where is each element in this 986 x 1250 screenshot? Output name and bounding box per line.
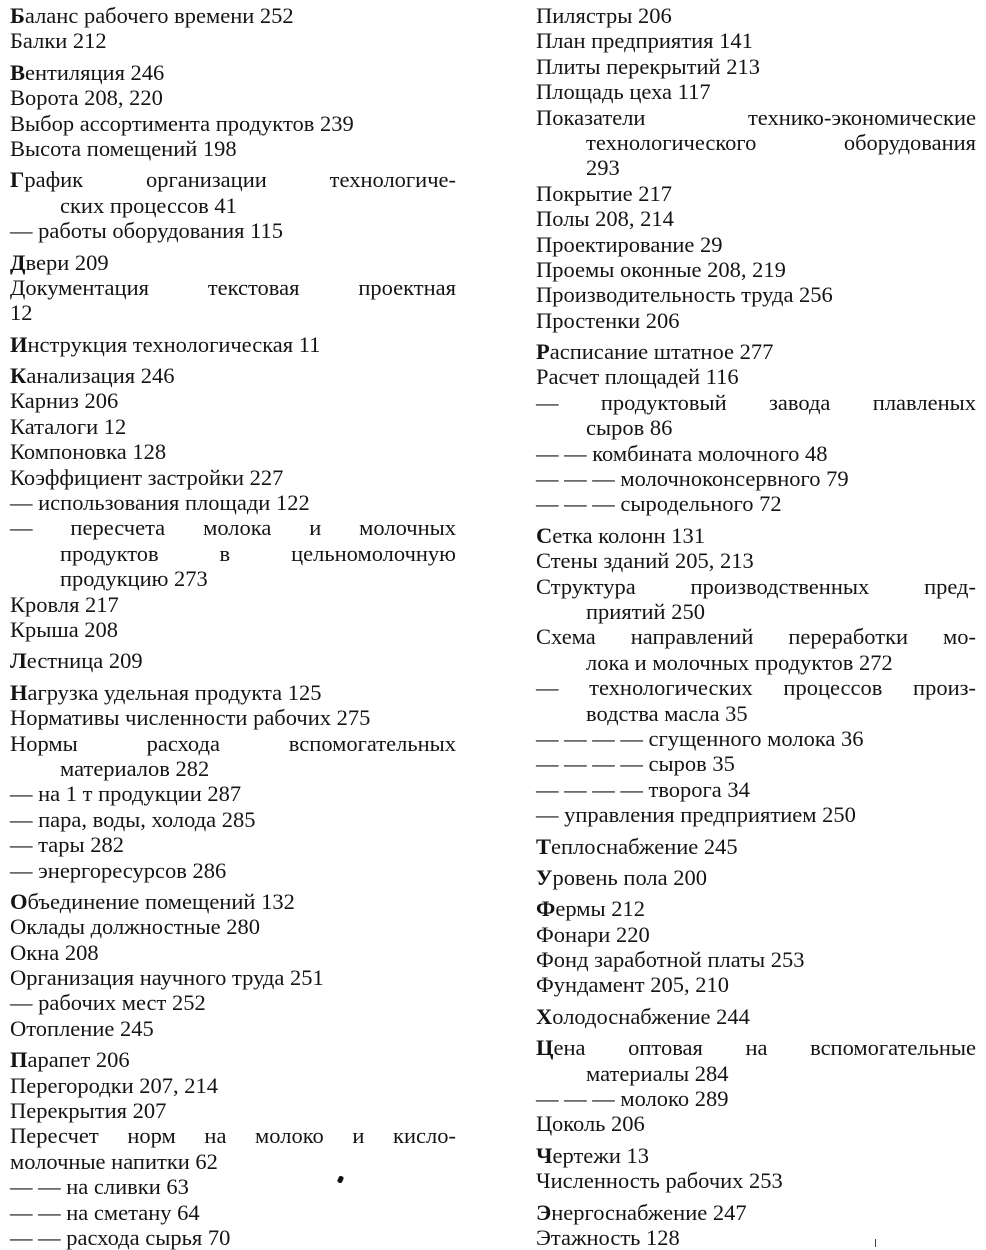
index-entry-line: — пара, воды, холода 285: [10, 806, 256, 832]
index-entry-line: Схема направлений переработки мо-: [536, 624, 976, 650]
index-entry-continuation: материалы 284: [586, 1060, 729, 1086]
index-entry: [536, 751, 976, 776]
letter-initial: И: [10, 331, 28, 357]
index-entry: [10, 28, 456, 53]
index-entry: [10, 617, 456, 642]
index-entry: [10, 731, 456, 782]
index-entry-line: Кровля 217: [10, 591, 119, 617]
index-entry: [536, 624, 976, 675]
index-entry: [10, 914, 456, 939]
index-entry: [536, 896, 976, 921]
index-entry: [10, 388, 456, 413]
index-entry: [536, 3, 976, 28]
index-entry: [536, 441, 976, 466]
index-entry: [536, 466, 976, 491]
index-entry-line: — — на сливки 63: [10, 1174, 189, 1200]
index-entry: [536, 1225, 976, 1250]
index-entry-line: Показатели технико-экономические: [536, 104, 976, 130]
index-entry-line: Двери 209: [10, 249, 109, 275]
index-entry: [536, 834, 976, 859]
index-entry-line: Теплоснабжение 245: [536, 833, 738, 859]
index-entry-line: Производительность труда 256: [536, 282, 833, 308]
index-entry: [10, 218, 456, 243]
index-entry-line: — продуктовый завода плавленых: [536, 389, 976, 415]
letter-initial: О: [10, 888, 28, 914]
index-entry-line: Структура производственных пред-: [536, 573, 976, 599]
index-entry-line: — — — — сыров 35: [536, 751, 735, 777]
index-entry: [10, 414, 456, 439]
index-entry-line: Оклады должностные 280: [10, 914, 260, 940]
index-entry-line: — управления предприятием 250: [536, 802, 856, 828]
index-entry: [10, 465, 456, 490]
index-entry-line: Энергоснабжение 247: [536, 1199, 747, 1225]
letter-initial: Д: [10, 249, 26, 275]
letter-initial: Т: [536, 833, 552, 859]
index-entry: [10, 807, 456, 832]
index-entry-line: Коэффициент застройки 227: [10, 464, 284, 490]
index-entry: [10, 889, 456, 914]
print-tick: [875, 1239, 876, 1247]
letter-initial: Л: [10, 648, 27, 674]
index-entry-line: Отопление 245: [10, 1015, 154, 1041]
index-entry-line: Выбор ассортимента продуктов 239: [10, 110, 354, 136]
index-entry-line: Цена оптовая на вспомогательные: [536, 1035, 976, 1061]
index-entry: [536, 802, 976, 827]
index-entry: [536, 1035, 976, 1086]
letter-initial: Г: [10, 167, 25, 193]
index-entry: [536, 79, 976, 104]
letter-initial: Б: [10, 3, 25, 28]
index-entry-line: Уровень пола 200: [536, 864, 708, 890]
index-entry-line: Перекрытия 207: [10, 1098, 167, 1124]
index-entry-line: Фонари 220: [536, 921, 650, 947]
index-entry-line: Высота помещений 198: [10, 135, 237, 161]
index-entry-line: Организация научного труда 251: [10, 965, 324, 991]
index-entry: [10, 363, 456, 388]
index-entry: [10, 250, 456, 275]
index-entry: [536, 523, 976, 548]
index-entry: [536, 865, 976, 890]
index-entry: [10, 705, 456, 730]
index-entry: [10, 1047, 456, 1072]
letter-initial: Р: [536, 339, 550, 365]
index-entry: [10, 1016, 456, 1041]
index-entry-line: План предприятия 141: [536, 28, 753, 54]
index-column-right: [536, 3, 976, 1250]
letter-initial: Ф: [536, 896, 556, 922]
index-entry-line: — — комбината молочного 48: [536, 440, 828, 466]
index-entry: [10, 1073, 456, 1098]
index-entry: [10, 332, 456, 357]
index-entry-line: Инструкция технологическая 11: [10, 331, 321, 357]
index-entry: [536, 574, 976, 625]
index-entry-line: Цоколь 206: [536, 1111, 645, 1137]
letter-initial: Э: [536, 1199, 552, 1225]
index-entry-line: — — расхода сырья 70: [10, 1224, 231, 1250]
letter-initial: У: [536, 864, 553, 890]
index-entry-line: Окна 208: [10, 939, 99, 965]
index-entry: [536, 364, 976, 389]
letter-initial: Ч: [536, 1142, 553, 1168]
index-entry: [10, 136, 456, 161]
index-entry-line: Нагрузка удельная продукта 125: [10, 679, 322, 705]
index-entry: [536, 206, 976, 231]
index-entry-line: Объединение помещений 132: [10, 888, 295, 914]
index-entry: [10, 781, 456, 806]
index-entry: [536, 282, 976, 307]
index-entry: [10, 940, 456, 965]
index-entry-continuation: материалов 282: [60, 755, 210, 781]
index-entry-line: Численность рабочих 253: [536, 1168, 783, 1194]
index-entry: [536, 181, 976, 206]
index-entry: [10, 680, 456, 705]
index-entry-line: — работы оборудования 115: [10, 218, 284, 244]
index-entry-line: Полы 208, 214: [536, 206, 674, 232]
index-entry-line: — — на сметану 64: [10, 1199, 200, 1225]
index-entry: [536, 232, 976, 257]
index-column-left: [10, 3, 456, 1250]
index-entry: [536, 1168, 976, 1193]
letter-initial: Н: [10, 679, 28, 705]
index-entry-continuation: продукцию 273: [60, 566, 208, 592]
index-entry-line: Пилястры 206: [536, 3, 672, 28]
letter-initial: Ц: [536, 1035, 554, 1061]
index-entry: [10, 965, 456, 990]
index-entry-line: — — — сыродельного 72: [536, 491, 782, 517]
index-entry: [536, 1200, 976, 1225]
index-entry: [536, 491, 976, 516]
index-entry-line: Расчет площадей 116: [536, 364, 739, 390]
index-entry: [10, 1200, 456, 1225]
index-entry-line: Вентиляция 246: [10, 59, 165, 85]
index-entry: [536, 777, 976, 802]
index-entry: [10, 1174, 456, 1199]
index-entry: [536, 548, 976, 573]
index-entry-continuation: 293: [586, 155, 620, 181]
letter-initial: П: [10, 1047, 28, 1073]
index-entry: [536, 28, 976, 53]
index-entry: [10, 648, 456, 673]
index-entry-line: — рабочих мест 252: [10, 990, 206, 1016]
index-entry-line: Фундамент 205, 210: [536, 972, 729, 998]
index-entry: [536, 972, 976, 997]
index-entry-line: — — — молоко 289: [536, 1086, 729, 1112]
index-entry: [536, 726, 976, 751]
index-entry-continuation: сыров 86: [586, 415, 673, 441]
index-entry: [536, 390, 976, 441]
index-entry: [536, 947, 976, 972]
index-entry-line: Фонд заработной платы 253: [536, 947, 805, 973]
index-entry: [536, 1086, 976, 1111]
index-entry: [536, 1111, 976, 1136]
letter-initial: С: [536, 522, 553, 548]
index-entry: [10, 167, 456, 218]
index-entry-line: Каталоги 12: [10, 413, 127, 439]
index-entry: [10, 858, 456, 883]
index-entry: [536, 339, 976, 364]
index-entry-line: Этажность 128: [536, 1224, 680, 1250]
index-entry-line: Стены зданий 205, 213: [536, 548, 754, 574]
index-entry: [536, 308, 976, 333]
index-entry: [10, 111, 456, 136]
index-entry-line: Проектирование 29: [536, 231, 723, 257]
letter-initial: К: [10, 363, 27, 389]
index-entry: [10, 1098, 456, 1123]
index-entry: [536, 922, 976, 947]
index-entry: [10, 85, 456, 110]
index-entry-line: — — — молочноконсервного 79: [536, 466, 849, 492]
index-entry-line: — энергоресурсов 286: [10, 857, 227, 883]
index-entry-continuation: водства масла 35: [586, 700, 748, 726]
index-entry-line: Сетка колонн 131: [536, 522, 705, 548]
index-entry-line: Баланс рабочего времени 252: [10, 3, 294, 28]
index-entry-line: Парапет 206: [10, 1047, 130, 1073]
index-entry-continuation: технологического оборудования: [586, 129, 976, 155]
index-entry-continuation: молочные напитки 62: [10, 1148, 218, 1174]
index-entry-line: — тары 282: [10, 832, 124, 858]
index-entry-continuation: ских процессов 41: [60, 192, 237, 218]
index-entry-line: — пересчета молока и молочных: [10, 515, 456, 541]
index-entry-continuation: 12: [10, 300, 33, 326]
index-entry: [536, 675, 976, 726]
index-entry: [10, 990, 456, 1015]
index-entry: [536, 105, 976, 181]
index-entry: [10, 439, 456, 464]
index-entry-line: Фермы 212: [536, 896, 645, 922]
index-entry: [10, 3, 456, 28]
index-entry-line: Чертежи 13: [536, 1142, 649, 1168]
index-entry-line: — технологических процессов произ-: [536, 675, 976, 701]
letter-initial: Х: [536, 1003, 553, 1029]
index-entry-line: Карниз 206: [10, 388, 119, 414]
index-entry-continuation: лока и молочных продуктов 272: [586, 649, 893, 675]
index-entry-line: — на 1 т продукции 287: [10, 781, 242, 807]
index-entry: [10, 832, 456, 857]
index-entry-line: Ворота 208, 220: [10, 85, 163, 111]
index-entry: [10, 1123, 456, 1174]
index-entry-line: Крыша 208: [10, 616, 119, 642]
index-entry-line: Проемы оконные 208, 219: [536, 256, 786, 282]
index-entry-line: Балки 212: [10, 28, 107, 54]
index-entry-line: Расписание штатное 277: [536, 339, 774, 365]
index-entry-line: Компоновка 128: [10, 439, 167, 465]
index-entry-line: Нормативы численности рабочих 275: [10, 705, 371, 731]
index-entry: [536, 54, 976, 79]
index-entry: [536, 257, 976, 282]
index-entry-line: Холодоснабжение 244: [536, 1003, 750, 1029]
index-entry-line: — использования площади 122: [10, 490, 310, 516]
index-entry-line: Канализация 246: [10, 363, 175, 389]
index-entry-line: — — — — творога 34: [536, 776, 750, 802]
index-entry: [10, 592, 456, 617]
index-entry: [10, 60, 456, 85]
index-entry-line: Площадь цеха 117: [536, 79, 711, 105]
index-entry-line: Пересчет норм на молоко и кисло-: [10, 1123, 456, 1149]
index-entry: [10, 515, 456, 591]
index-entry-continuation: продуктов в цельномолочную: [60, 540, 456, 566]
index-entry-line: Перегородки 207, 214: [10, 1072, 219, 1098]
letter-initial: В: [10, 59, 26, 85]
index-entry: [10, 1225, 456, 1250]
index-entry-line: Простенки 206: [536, 307, 680, 333]
index-entry: [536, 1143, 976, 1168]
index-entry-line: Покрытие 217: [536, 180, 673, 206]
index-entry-line: Плиты перекрытий 213: [536, 53, 760, 79]
index-entry-continuation: приятий 250: [586, 598, 705, 624]
index-entry-line: Документация текстовая проектная: [10, 274, 456, 300]
index-entry: [10, 490, 456, 515]
index-entry-line: График организации технологиче-: [10, 167, 456, 193]
index-entry-line: — — — — сгущенного молока 36: [536, 725, 864, 751]
index-entry: [536, 1004, 976, 1029]
index-entry-line: Лестница 209: [10, 648, 143, 674]
index-entry: [10, 275, 456, 326]
index-entry-line: Нормы расхода вспомогательных: [10, 730, 456, 756]
